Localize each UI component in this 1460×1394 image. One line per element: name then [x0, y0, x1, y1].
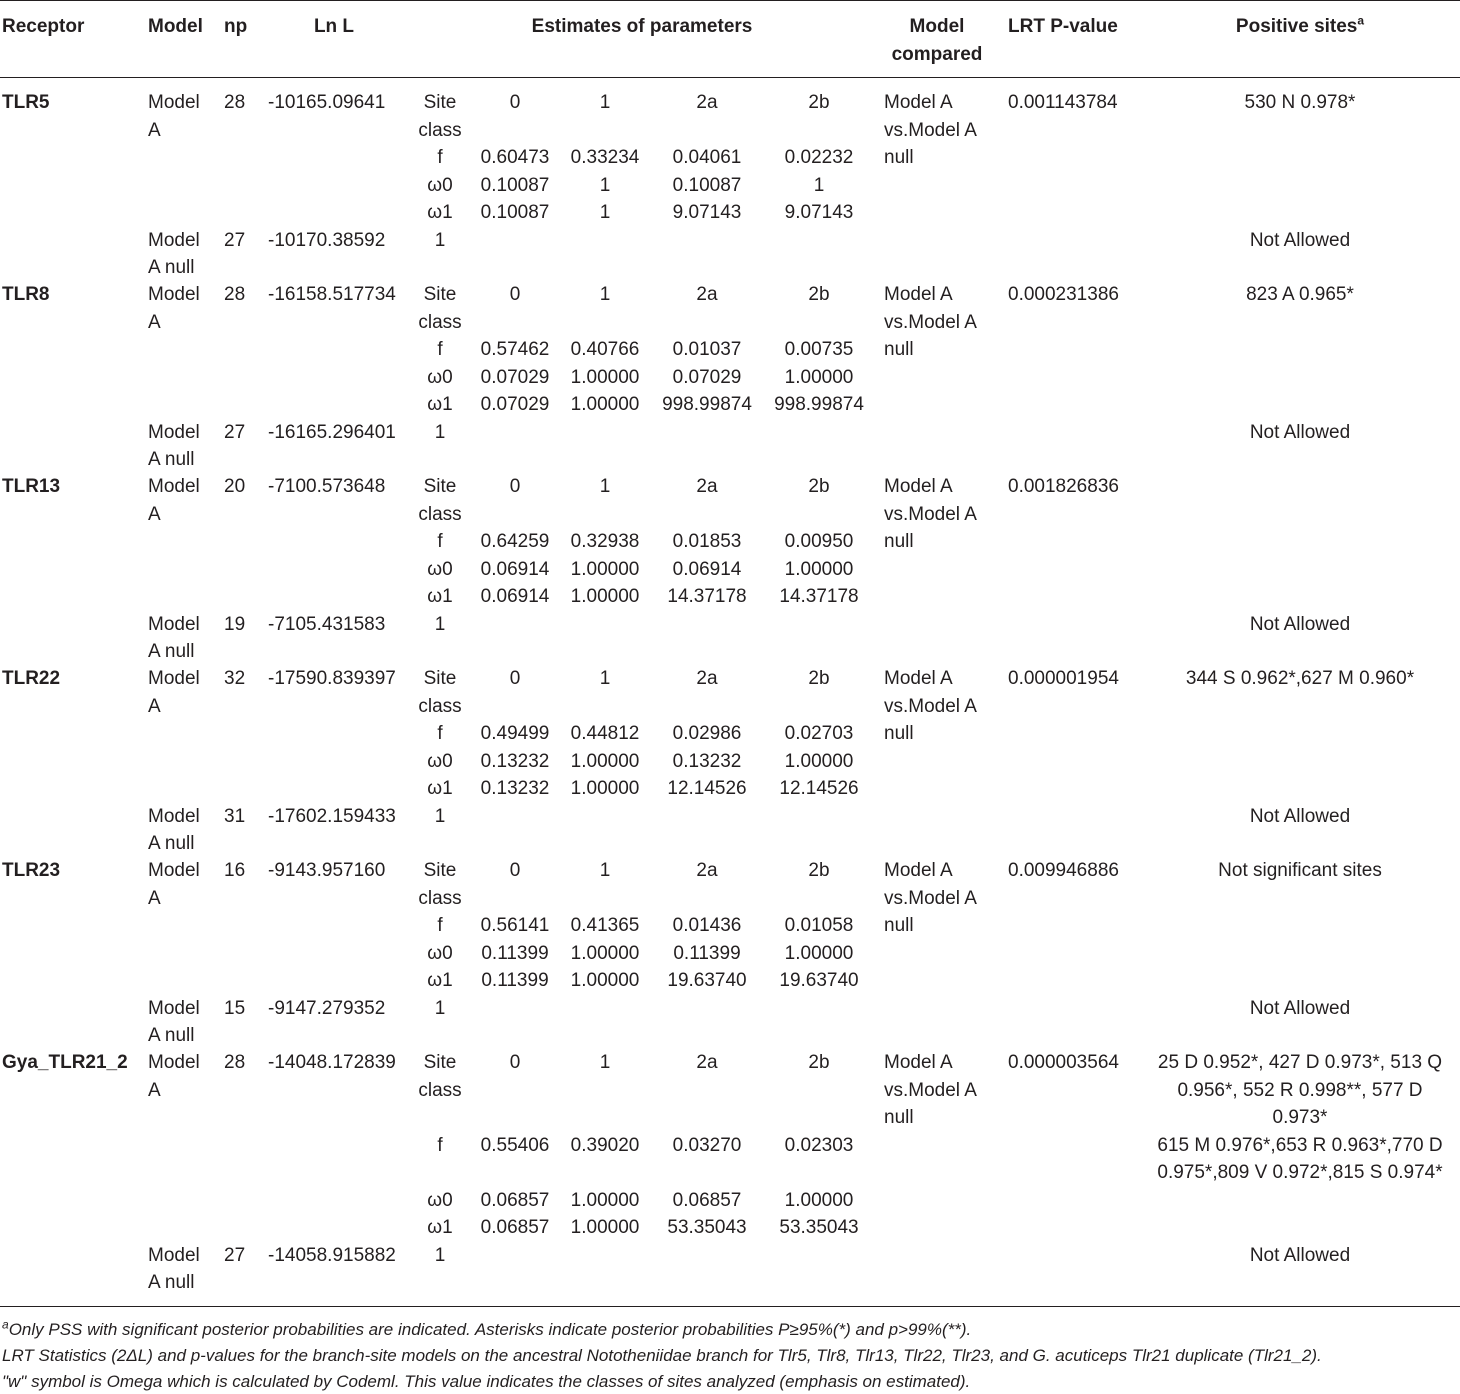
- param-value: 0.32938: [570, 531, 640, 552]
- site-class-label: Site: [423, 476, 457, 497]
- param-value: 0.33234: [570, 147, 640, 168]
- param-value: 0.10087: [480, 174, 550, 196]
- param-value: 0.06857: [480, 1189, 550, 1211]
- np-value: 27: [224, 229, 246, 251]
- param-value: 0.11399: [481, 942, 549, 964]
- model-label: A: [148, 1079, 161, 1101]
- param-label: ω1: [427, 586, 453, 607]
- model-label: A null: [148, 257, 195, 278]
- model-compared: Model A: [884, 476, 953, 497]
- positive-sites: 530 N 0.978*: [1244, 92, 1356, 113]
- param-label: ω1: [427, 1217, 453, 1238]
- model-compared: Model A: [884, 1052, 953, 1073]
- model-compared: vs.Model A: [884, 311, 977, 333]
- param-label: ω1: [427, 202, 453, 223]
- model-label: Model: [148, 668, 200, 689]
- param-value: 0.06857: [672, 1189, 742, 1211]
- footnote-a-text: Only PSS with significant posterior probabilities are indicated. Asterisks indicate posterior probabilities P≥95%(*) and p>99%(**).: [8, 1320, 972, 1339]
- model-compared: vs.Model A: [884, 503, 977, 525]
- site-class-value: 0: [509, 92, 521, 113]
- header-rule: [0, 77, 1460, 78]
- param-value: 53.35043: [667, 1217, 747, 1238]
- param-value: 53.35043: [779, 1217, 859, 1238]
- param-value: 0.01853: [672, 531, 742, 552]
- null-estimate: 1: [434, 805, 446, 827]
- param-value: 1.00000: [784, 1189, 854, 1211]
- positive-sites: 615 M 0.976*,653 R 0.963*,770 D: [1157, 1134, 1443, 1156]
- param-value: 1.00000: [570, 970, 640, 991]
- model-label: Model: [148, 284, 200, 305]
- positive-sites: Not Allowed: [1249, 229, 1351, 251]
- param-value: 1.00000: [570, 1189, 640, 1211]
- header-model: Model: [148, 16, 203, 37]
- site-class-value: 2a: [696, 284, 718, 305]
- np-value: 20: [224, 476, 246, 497]
- site-class-value: 0: [509, 1052, 521, 1073]
- param-value: 1.00000: [570, 366, 640, 388]
- model-label: A null: [148, 641, 195, 662]
- site-class-label: Site: [423, 668, 457, 689]
- header-lnl: Ln L: [313, 16, 355, 37]
- param-value: 1.00000: [570, 750, 640, 772]
- param-label: ω0: [427, 366, 453, 388]
- model-compared: null: [884, 531, 914, 552]
- param-value: 0.02986: [672, 723, 742, 744]
- param-value: 1.00000: [784, 558, 854, 580]
- param-value: 998.99874: [774, 394, 864, 415]
- site-class-label: class: [418, 311, 462, 333]
- param-value: 0.57462: [480, 339, 550, 360]
- site-class-label: class: [418, 695, 462, 717]
- param-value: 19.63740: [667, 970, 747, 991]
- param-label: ω1: [427, 970, 453, 991]
- positive-sites: 0.973*: [1272, 1107, 1328, 1128]
- param-value: 9.07143: [784, 202, 854, 223]
- model-label: Model: [148, 805, 200, 827]
- model-label: Model: [148, 421, 200, 443]
- site-class-value: 1: [599, 284, 611, 305]
- param-value: 0.07029: [480, 394, 550, 415]
- param-value: 0.02303: [784, 1134, 854, 1156]
- param-value: 19.63740: [779, 970, 859, 991]
- param-value: 1.00000: [784, 942, 854, 964]
- positive-sites: Not Allowed: [1249, 613, 1351, 635]
- positive-sites: Not Allowed: [1249, 421, 1351, 443]
- param-value: 0.13232: [672, 750, 742, 772]
- header-np: np: [224, 16, 248, 37]
- site-class-value: 2b: [808, 1052, 830, 1073]
- param-value: 0.39020: [570, 1134, 640, 1156]
- param-value: 0.56141: [480, 915, 550, 936]
- model-label: A null: [148, 1025, 195, 1046]
- param-value: 14.37178: [779, 586, 859, 607]
- param-value: 0.07029: [672, 366, 742, 388]
- model-label: Model: [148, 613, 200, 635]
- site-class-value: 2a: [696, 476, 718, 497]
- param-label: f: [437, 339, 443, 360]
- positive-sites: Not significant sites: [1218, 860, 1382, 881]
- param-value: 1.00000: [570, 558, 640, 580]
- param-value: 0.03270: [672, 1134, 742, 1156]
- param-value: 0.07029: [480, 366, 550, 388]
- site-class-value: 2a: [696, 668, 718, 689]
- model-compared: vs.Model A: [884, 695, 977, 717]
- header-model-compared-line1: Model: [909, 16, 965, 37]
- param-value: 0.04061: [672, 147, 742, 168]
- model-label: A: [148, 311, 161, 333]
- np-value: 27: [224, 421, 246, 443]
- param-value: 0.13232: [480, 750, 550, 772]
- header-lrt: LRT P-value: [1008, 16, 1118, 37]
- model-label: Model: [148, 92, 200, 113]
- site-class-value: 0: [509, 860, 521, 881]
- footnote-a-marker: a: [2, 1317, 9, 1332]
- header-positive-sites-label: Positive sites: [1235, 16, 1358, 37]
- param-value: 0.60473: [480, 147, 550, 168]
- param-value: 12.14526: [779, 778, 859, 799]
- site-class-value: 2b: [808, 284, 830, 305]
- receptor-name: TLR5: [2, 92, 50, 113]
- receptor-name: TLR13: [2, 476, 61, 497]
- param-value: 0.44812: [570, 723, 640, 744]
- lnl-value: -9147.279352: [268, 997, 386, 1019]
- null-estimate: 1: [434, 421, 446, 443]
- param-value: 0.49499: [480, 723, 550, 744]
- lnl-value: -7100.573648: [268, 476, 386, 497]
- param-value: 0.01037: [672, 339, 742, 360]
- positive-sites: Not Allowed: [1249, 997, 1351, 1019]
- receptor-name: TLR8: [2, 284, 50, 305]
- site-class-value: 2b: [808, 860, 830, 881]
- lrt-value: 0.000003564: [1008, 1052, 1119, 1073]
- site-class-value: 2b: [808, 92, 830, 113]
- bottom-rule: [0, 1306, 1460, 1307]
- model-label: Model: [148, 997, 200, 1019]
- site-class-label: class: [418, 503, 462, 525]
- param-value: 1: [599, 174, 611, 196]
- positive-sites: Not Allowed: [1249, 805, 1351, 827]
- site-class-value: 0: [509, 668, 521, 689]
- np-value: 19: [224, 613, 246, 635]
- lnl-value: -14058.915882: [268, 1244, 396, 1266]
- lrt-value: 0.000001954: [1008, 668, 1119, 689]
- param-label: ω0: [427, 942, 453, 964]
- model-compared: Model A: [884, 668, 953, 689]
- lnl-value: -16165.296401: [268, 421, 396, 443]
- header-receptor: Receptor: [2, 16, 85, 37]
- param-value: 0.11399: [481, 970, 549, 991]
- receptor-name: TLR23: [2, 860, 61, 881]
- param-label: f: [437, 723, 443, 744]
- model-label: A null: [148, 1272, 195, 1293]
- top-rule: [0, 0, 1460, 1]
- footnote-lrt: LRT Statistics (2ΔL) and p-values for the branch-site models on the ancestral Nototheniidae branch for Tlr5, Tlr8, Tlr13, Tlr22, Tlr23, and G. acuticeps Tlr21 duplicate (Tlr21_2).: [2, 1346, 1322, 1365]
- header-estimates: Estimates of parameters: [531, 16, 753, 37]
- site-class-label: Site: [423, 860, 457, 881]
- param-value: 0.01436: [672, 915, 742, 936]
- param-value: 12.14526: [667, 778, 747, 799]
- param-value: 0.02703: [784, 723, 854, 744]
- header-positive-sites: [1140, 13, 1460, 41]
- site-class-value: 1: [599, 1052, 611, 1073]
- site-class-value: 1: [599, 668, 611, 689]
- positive-sites: 0.975*,809 V 0.972*,815 S 0.974*: [1157, 1162, 1443, 1183]
- param-label: ω0: [427, 174, 453, 196]
- param-value: 14.37178: [667, 586, 747, 607]
- param-value: 1.00000: [570, 586, 640, 607]
- param-label: f: [437, 147, 443, 168]
- site-class-value: 1: [599, 92, 611, 113]
- param-value: 0.06914: [480, 558, 550, 580]
- param-label: ω0: [427, 750, 453, 772]
- model-label: Model: [148, 476, 200, 497]
- site-class-value: 2b: [808, 668, 830, 689]
- site-class-value: 1: [599, 860, 611, 881]
- np-value: 15: [224, 997, 246, 1019]
- param-value: 0.00735: [784, 339, 854, 360]
- lnl-value: -9143.957160: [268, 860, 386, 881]
- site-class-label: Site: [423, 284, 457, 305]
- model-label: Model: [148, 1052, 200, 1073]
- positive-sites: 823 A 0.965*: [1246, 284, 1354, 305]
- lrt-value: 0.000231386: [1008, 284, 1119, 305]
- param-value: 0.64259: [480, 531, 550, 552]
- param-label: ω0: [427, 558, 453, 580]
- model-compared: null: [884, 1107, 914, 1128]
- site-class-value: 2a: [696, 92, 718, 113]
- header-positive-sites-note: a: [1357, 13, 1365, 28]
- model-label: A null: [148, 449, 195, 470]
- site-class-value: 1: [599, 476, 611, 497]
- site-class-value: 0: [509, 284, 521, 305]
- model-compared: Model A: [884, 92, 953, 113]
- model-label: A: [148, 695, 161, 717]
- lrt-value: 0.001143784: [1008, 92, 1118, 113]
- param-label: ω1: [427, 394, 453, 415]
- header-model-compared-line2: compared: [891, 43, 983, 65]
- lnl-value: -14048.172839: [268, 1052, 396, 1073]
- lnl-value: -17590.839397: [268, 668, 396, 689]
- model-label: A null: [148, 833, 195, 854]
- model-compared: null: [884, 915, 914, 936]
- param-value: 0.06914: [480, 586, 550, 607]
- null-estimate: 1: [434, 997, 446, 1019]
- lrt-value: 0.009946886: [1008, 860, 1119, 881]
- site-class-value: 2b: [808, 476, 830, 497]
- model-label: Model: [148, 1244, 200, 1266]
- np-value: 16: [224, 860, 246, 881]
- param-value: 0.02232: [784, 147, 854, 168]
- site-class-value: 2a: [696, 860, 718, 881]
- param-value: 1.00000: [570, 1217, 640, 1238]
- lnl-value: -17602.159433: [268, 805, 396, 827]
- model-label: Model: [148, 229, 200, 251]
- null-estimate: 1: [434, 229, 446, 251]
- param-value: 1.00000: [570, 394, 640, 415]
- param-value: 9.07143: [672, 202, 742, 223]
- positive-sites: 0.956*, 552 R 0.998**, 577 D: [1177, 1079, 1423, 1101]
- positive-sites: 344 S 0.962*,627 M 0.960*: [1185, 668, 1415, 689]
- param-value: 1: [599, 202, 611, 223]
- param-label: ω1: [427, 778, 453, 799]
- model-compared: vs.Model A: [884, 119, 977, 141]
- param-value: 0.55406: [480, 1134, 550, 1156]
- footnote-omega: "w" symbol is Omega which is calculated by Codeml. This value indicates the classes of sites analyzed (emphasis on estimated).: [2, 1372, 971, 1391]
- param-value: 0.11399: [673, 942, 741, 964]
- site-class-label: Site: [423, 92, 457, 113]
- receptor-name: Gya_TLR21_2: [2, 1052, 128, 1073]
- site-class-label: class: [418, 119, 462, 141]
- np-value: 28: [224, 92, 246, 113]
- param-value: 1: [813, 174, 825, 196]
- param-value: 0.13232: [480, 778, 550, 799]
- footnote-a: [2, 1317, 971, 1342]
- model-compared: null: [884, 147, 914, 168]
- site-class-value: 2a: [696, 1052, 718, 1073]
- model-compared: vs.Model A: [884, 887, 977, 909]
- model-compared: Model A: [884, 860, 953, 881]
- model-compared: vs.Model A: [884, 1079, 977, 1101]
- site-class-label: Site: [423, 1052, 457, 1073]
- param-value: 0.10087: [480, 202, 550, 223]
- receptor-name: TLR22: [2, 668, 61, 689]
- model-label: A: [148, 503, 161, 525]
- site-class-label: class: [418, 1079, 462, 1101]
- param-value: 0.41365: [570, 915, 640, 936]
- positive-sites: 25 D 0.952*, 427 D 0.973*, 513 Q: [1157, 1052, 1443, 1073]
- lnl-value: -10165.09641: [268, 92, 386, 113]
- param-value: 0.01058: [784, 915, 854, 936]
- null-estimate: 1: [434, 1244, 446, 1266]
- param-value: 0.00950: [784, 531, 854, 552]
- param-value: 1.00000: [784, 366, 854, 388]
- param-value: 1.00000: [570, 942, 640, 964]
- null-estimate: 1: [434, 613, 446, 635]
- np-value: 32: [224, 668, 246, 689]
- param-value: 1.00000: [570, 778, 640, 799]
- model-label: Model: [148, 860, 200, 881]
- lnl-value: -7105.431583: [268, 613, 386, 635]
- param-value: 0.06914: [672, 558, 742, 580]
- model-compared: null: [884, 723, 914, 744]
- model-compared: Model A: [884, 284, 953, 305]
- lnl-value: -10170.38592: [268, 229, 386, 251]
- param-label: ω0: [427, 1189, 453, 1211]
- np-value: 28: [224, 1052, 246, 1073]
- model-label: A: [148, 887, 161, 909]
- lrt-value: 0.001826836: [1008, 476, 1119, 497]
- param-label: f: [437, 915, 443, 936]
- param-value: 0.10087: [672, 174, 742, 196]
- param-value: 0.40766: [570, 339, 640, 360]
- param-label: f: [437, 1134, 443, 1156]
- positive-sites: Not Allowed: [1249, 1244, 1351, 1266]
- param-value: 998.99874: [662, 394, 752, 415]
- lnl-value: -16158.517734: [268, 284, 396, 305]
- param-value: 0.06857: [480, 1217, 550, 1238]
- np-value: 31: [224, 805, 246, 827]
- site-class-value: 0: [509, 476, 521, 497]
- param-value: 1.00000: [784, 750, 854, 772]
- header-model-compared: [872, 13, 1002, 68]
- model-label: A: [148, 119, 161, 141]
- param-label: f: [437, 531, 443, 552]
- np-value: 28: [224, 284, 246, 305]
- np-value: 27: [224, 1244, 246, 1266]
- site-class-label: class: [418, 887, 462, 909]
- model-compared: null: [884, 339, 914, 360]
